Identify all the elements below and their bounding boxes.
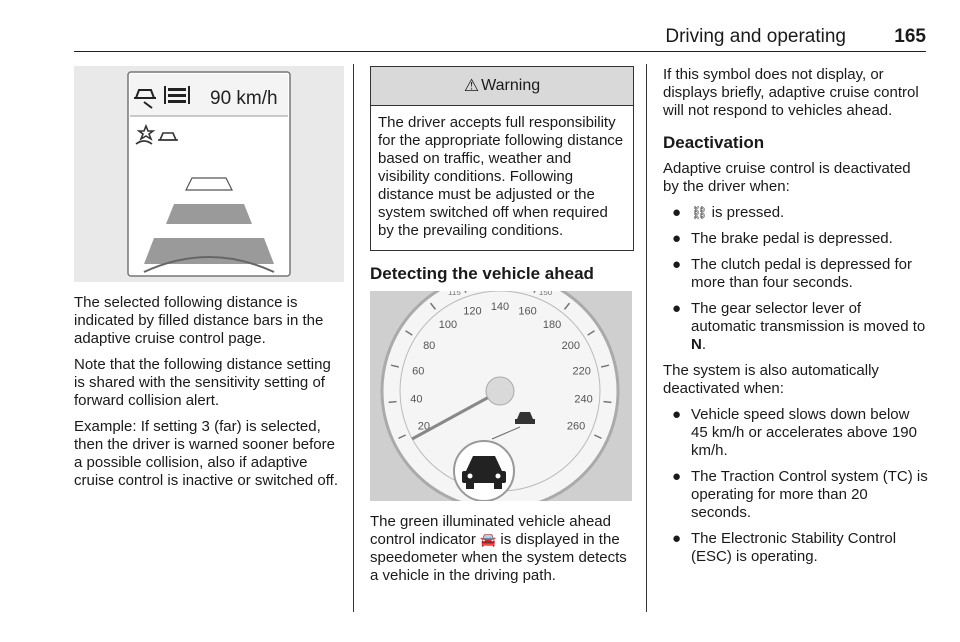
- list-item: ● Vehicle speed slows down below 45 km/h or accelerates above 190 km/h.: [672, 406, 917, 459]
- list-item: ● The Electronic Stability Control (ESC) is operating.: [672, 530, 897, 565]
- list-item: ● The gear selector lever of automatic transmission is moved to N.: [672, 300, 926, 353]
- header-section-title: Driving and operating: [665, 26, 846, 47]
- speedometer-tick-label: 40: [410, 393, 423, 406]
- list-item: ● The brake pedal is depressed.: [672, 230, 893, 247]
- column-divider-1: [353, 64, 354, 612]
- warning-box: [370, 66, 634, 251]
- speedometer-tick: [604, 402, 612, 403]
- speedometer-tick-label: 80: [423, 339, 436, 352]
- warning-body: The driver accepts full responsibility for the appropriate following distance based on traffic, weather and visibility conditions. Following distance must be adjusted or the system switched off when required by the prevailing conditions.: [378, 114, 624, 239]
- acc-display-illustration: [74, 66, 344, 282]
- list-item: ● The clutch pedal is depressed for more than four seconds.: [672, 256, 912, 291]
- acc-display-figure: [74, 66, 344, 282]
- header-rule: [74, 51, 926, 53]
- speedometer-tick-label: 220: [572, 365, 591, 378]
- paragraph-auto-deactivation: The system is also automatically deactivated when:: [663, 362, 879, 397]
- speedometer-tick-label: 20: [417, 420, 431, 433]
- warning-header: [371, 67, 633, 106]
- speedometer-tick: [389, 402, 397, 403]
- speedometer-outer-label: 150: [538, 291, 553, 298]
- list-item: ● The Traction Control system (TC) is operating for more than 20 seconds.: [672, 468, 928, 521]
- acc-speed-readout: 90 km/h: [210, 88, 278, 109]
- acc-off-button-icon: ⛓: [691, 205, 708, 220]
- driver-deactivation-list: [663, 204, 929, 354]
- speedometer-tick-label: 180: [542, 319, 562, 332]
- heading-detecting-vehicle: Detecting the vehicle ahead: [370, 264, 594, 283]
- warning-title: Warning: [481, 77, 541, 94]
- column-1: [74, 66, 344, 498]
- vehicle-ahead-icon: 🚘: [480, 532, 497, 547]
- speedometer-tick-label: 100: [438, 319, 458, 332]
- page-header: [74, 24, 926, 52]
- paragraph-symbol-absent: If this symbol does not display, or displays briefly, adaptive cruise control will not respond to vehicles ahead.: [663, 66, 919, 119]
- paragraph-shared-setting: Note that the following distance setting is shared with the sensitivity setting of forward collision alert.: [74, 356, 331, 409]
- speedometer-tick-label: 260: [566, 420, 586, 433]
- speedometer-figure: [370, 291, 632, 501]
- speedometer-tick-label: 160: [518, 305, 537, 318]
- speedometer-tick-label: 140: [490, 300, 510, 313]
- speedometer-tick-label: 60: [412, 365, 425, 378]
- page-number: 165: [894, 26, 926, 47]
- heading-deactivation: Deactivation: [663, 133, 765, 152]
- speedometer-outer-label: 115: [448, 291, 461, 298]
- auto-deactivation-list: [663, 406, 929, 566]
- paragraph-example: Example: If setting 3 (far) is selected, then the driver is warned sooner before a possible collision, also if adaptive cruise control is inactive or switched off.: [74, 418, 339, 489]
- paragraph-indicator: The green illuminated vehicle ahead control indicator 🚘 is displayed in the speedometer when the system detects a vehicle in the driving path.: [370, 513, 627, 584]
- column-divider-2: [646, 64, 647, 612]
- speedometer-tick-label: 240: [574, 393, 593, 406]
- speedometer-tick-label: 200: [561, 339, 580, 352]
- column-2: [370, 66, 632, 593]
- warning-icon: ⚠: [463, 76, 480, 95]
- speedometer-illustration: [370, 291, 632, 501]
- speedometer-tick-label: 120: [463, 305, 482, 318]
- paragraph-filled-bars: The selected following distance is indicated by filled distance bars in the adaptive cruise control page.: [74, 294, 324, 347]
- paragraph-deactivation-lead: Adaptive cruise control is deactivated by the driver when:: [663, 160, 911, 195]
- column-3: [663, 66, 929, 574]
- list-item: ● ⛓ is pressed.: [672, 204, 785, 221]
